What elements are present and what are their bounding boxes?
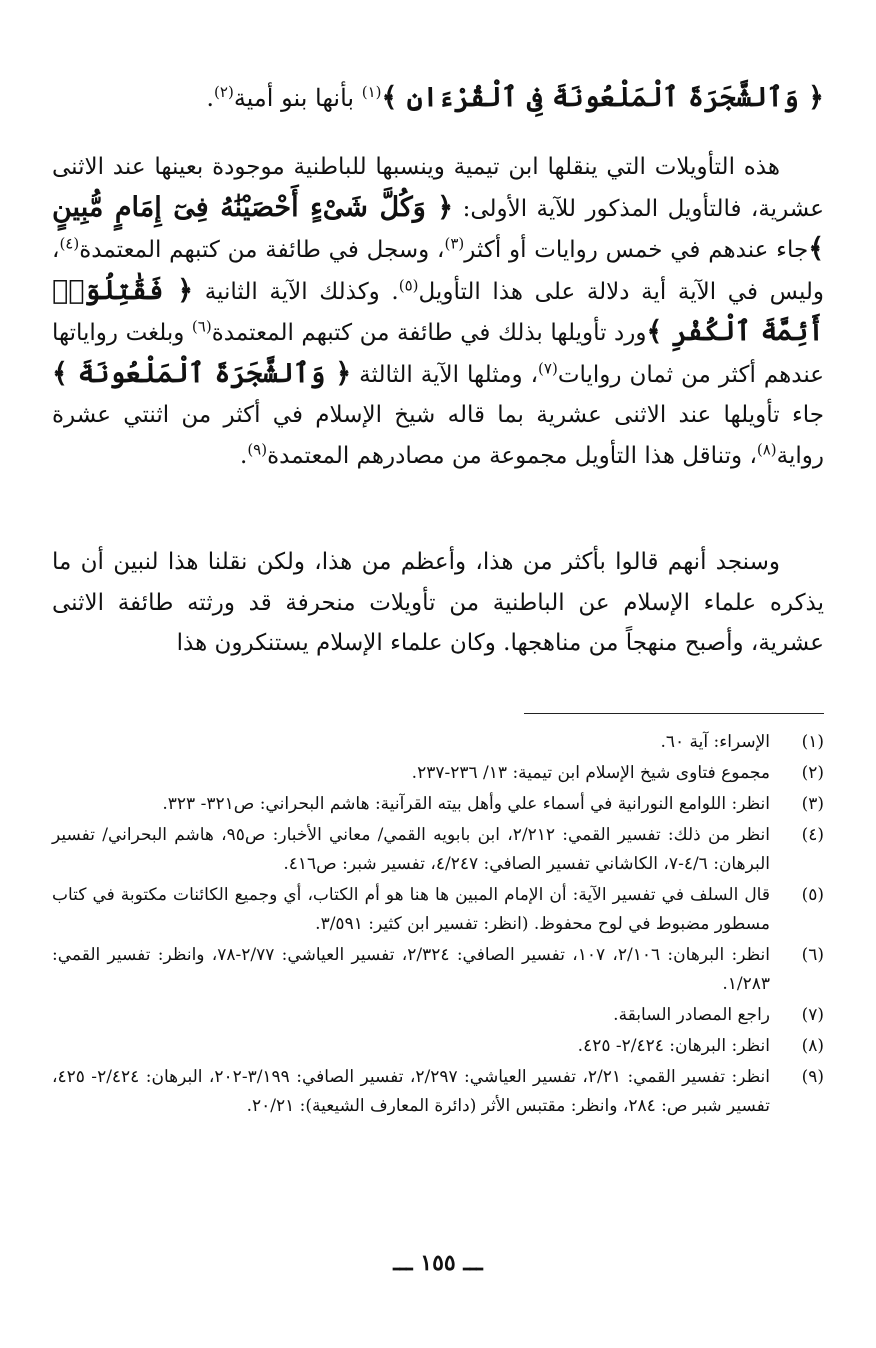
footnote-item: [52, 790, 824, 819]
quran-verse: ﴿ فَقَٰتِلُوٓا۟ أَئِمَّةَ ٱلْكُفْرِ ﴾: [52, 274, 824, 347]
text-run: ، وتناقل هذا التأويل مجموعة من مصادرهم المعتمدة: [267, 442, 757, 469]
quran-verse: ﴿ وَكُلَّ شَىْءٍ أَحْصَيْنَٰهُ فِىٓ إِمَامٍ مُّبِينٍ ﴾: [52, 191, 825, 264]
footnote-ref: (٧): [538, 358, 558, 377]
footnote-divider: [524, 713, 824, 714]
footnote-item: [52, 881, 824, 939]
footnote-ref: (٤): [59, 234, 80, 253]
footnote-item: [52, 728, 824, 757]
footnote-ref: (٦): [191, 317, 212, 336]
paragraph-text: وسنجد أنهم قالوا بأكثر من هذا، وأعظم من هذا، ولكن نقلنا هذا لنبين أن ما يذكره علماء الإسلام عن الباطنية من تأويلات منحرفة قد ورثته طائفة الاثنى عشرية، وأصبح منهجاً من مناهجها. وكان علماء الإسلام يستنكرون هذا: [52, 549, 824, 656]
footnote-item: [52, 1032, 824, 1061]
page-number: ـــ ١٥٥ ـــ: [393, 1250, 483, 1276]
footnote-text: مجموع فتاوى شيخ الإسلام ابن تيمية: ١٣/ ٢٣٦-٢٣٧.: [411, 763, 770, 783]
paragraph-2: [52, 542, 824, 664]
footnote-ref: (٢): [214, 83, 234, 101]
footnote-text: انظر: البرهان: ٢/١٠٦، ١٠٧، تفسير الصافي: ٢/٣٢٤، تفسير العياشي: ٢/٧٧-٧٨، وانظر: تفسير القمي: ١/٢٨٣.: [52, 945, 770, 994]
opening-verse-line: [52, 78, 824, 118]
quran-verse: ﴿ وَٱلشَّجَرَةَ ٱلْمَلْعُونَةَ ﴾: [52, 357, 352, 389]
text-run: ، وليس في الآية أية دلالة على هذا التأويل: [52, 237, 824, 305]
footnote-number: (٩): [801, 1067, 824, 1087]
text-run: جاء تأويلها عند الاثنى عشرية بما قاله شيخ الإسلام في أكثر من اثنتي عشرة رواية: [52, 402, 824, 469]
footnotes: [52, 728, 824, 1123]
text-run: جاء عندهم في خمس روايات أو أكثر: [464, 237, 809, 263]
quran-verse: ﴿ وَٱلشَّجَرَةَ ٱلْمَلْعُونَةَ فِى ٱلْقُرْءَانِ ﴾: [381, 82, 824, 113]
text-run: . وكذلك الآية الثانية: [193, 278, 399, 305]
footnote-text: انظر من ذلك: تفسير القمي: ٢/٢١٢، ابن بابويه القمي/ معاني الأخبار: ص٩٥، هاشم البحراني/ تفسير البرهان: ٤/٦-٧، الكاشاني تفسير الصافي: ٤/٢٤٧، تفسير شبر: ص٤١٦.: [52, 825, 770, 874]
footnote-number: (٤): [801, 825, 824, 845]
footnote-item: [52, 1063, 824, 1121]
verse-commentary: بأنها بنو أمية: [233, 84, 362, 112]
footnote-text: انظر: اللوامع النورانية في أسماء علي وأهل بيته القرآنية: هاشم البحراني: ص٣٢١- ٣٢٣.: [162, 794, 770, 814]
text-run: هذه التأويلات التي ينقلها ابن تيمية وينسبها للباطنية موجودة بعينها عند الاثنى عشرية، فالتأويل المذكور للآية الأولى:: [52, 154, 824, 222]
footnote-number: (٧): [801, 1005, 824, 1025]
footnote-number: (٥): [801, 885, 824, 905]
text-run: .: [240, 442, 248, 469]
footnote-text: راجع المصادر السابقة.: [613, 1005, 770, 1025]
text-run: وبلغت رواياتها عندهم أكثر من ثمان روايات: [52, 320, 825, 388]
paragraph-1: [52, 147, 824, 476]
footnote-ref: (٥): [398, 275, 419, 294]
footnote-ref: (٨): [756, 439, 777, 458]
footnote-number: (١): [801, 732, 824, 752]
footnote-ref: (١): [361, 83, 382, 101]
footnote-text: قال السلف في تفسير الآية: أن الإمام المبين ها هنا هو أم الكتاب، أي وجميع الكائنات مكتوبة في كتاب مسطور مضبوط في لوح محفوظ. (انظر: تفسير ابن كثير: ٣/٥٩١.: [52, 885, 770, 934]
text-run: ، وسجل في طائفة من كتبهم المعتمدة: [79, 237, 445, 263]
footnote-ref: (٣): [444, 234, 465, 253]
footnote-item: [52, 1001, 824, 1030]
footnote-text: الإسراء: آية ٦٠.: [660, 732, 770, 752]
footnote-number: (٣): [801, 794, 824, 814]
footnote-item: [52, 821, 824, 879]
period: .: [206, 84, 215, 112]
footnote-text: انظر: البرهان: ٢/٤٢٤- ٤٢٥.: [577, 1036, 770, 1056]
footnote-ref: (٩): [247, 439, 268, 458]
footnote-item: [52, 941, 824, 999]
footnote-number: (٢): [801, 763, 824, 783]
footnote-number: (٦): [801, 945, 824, 965]
text-run: ، ومثلها الآية الثالثة: [351, 361, 539, 388]
footnote-item: [52, 759, 824, 788]
footnote-text: انظر: تفسير القمي: ٢/٢١، تفسير العياشي: ٢/٢٩٧، تفسير الصافي: ٣/١٩٩-٢٠٢، البرهان: ٢/٤٢٤- ٤٢٥، تفسير شبر ص: ٢٨٤، وانظر: مقتبس الأثر (دائرة المعارف الشيعية): ٢٠/٢١.: [52, 1067, 770, 1116]
text-run: ورد تأويلها بذلك في طائفة من كتبهم المعتمدة: [211, 320, 647, 346]
footnote-number: (٨): [801, 1036, 824, 1056]
